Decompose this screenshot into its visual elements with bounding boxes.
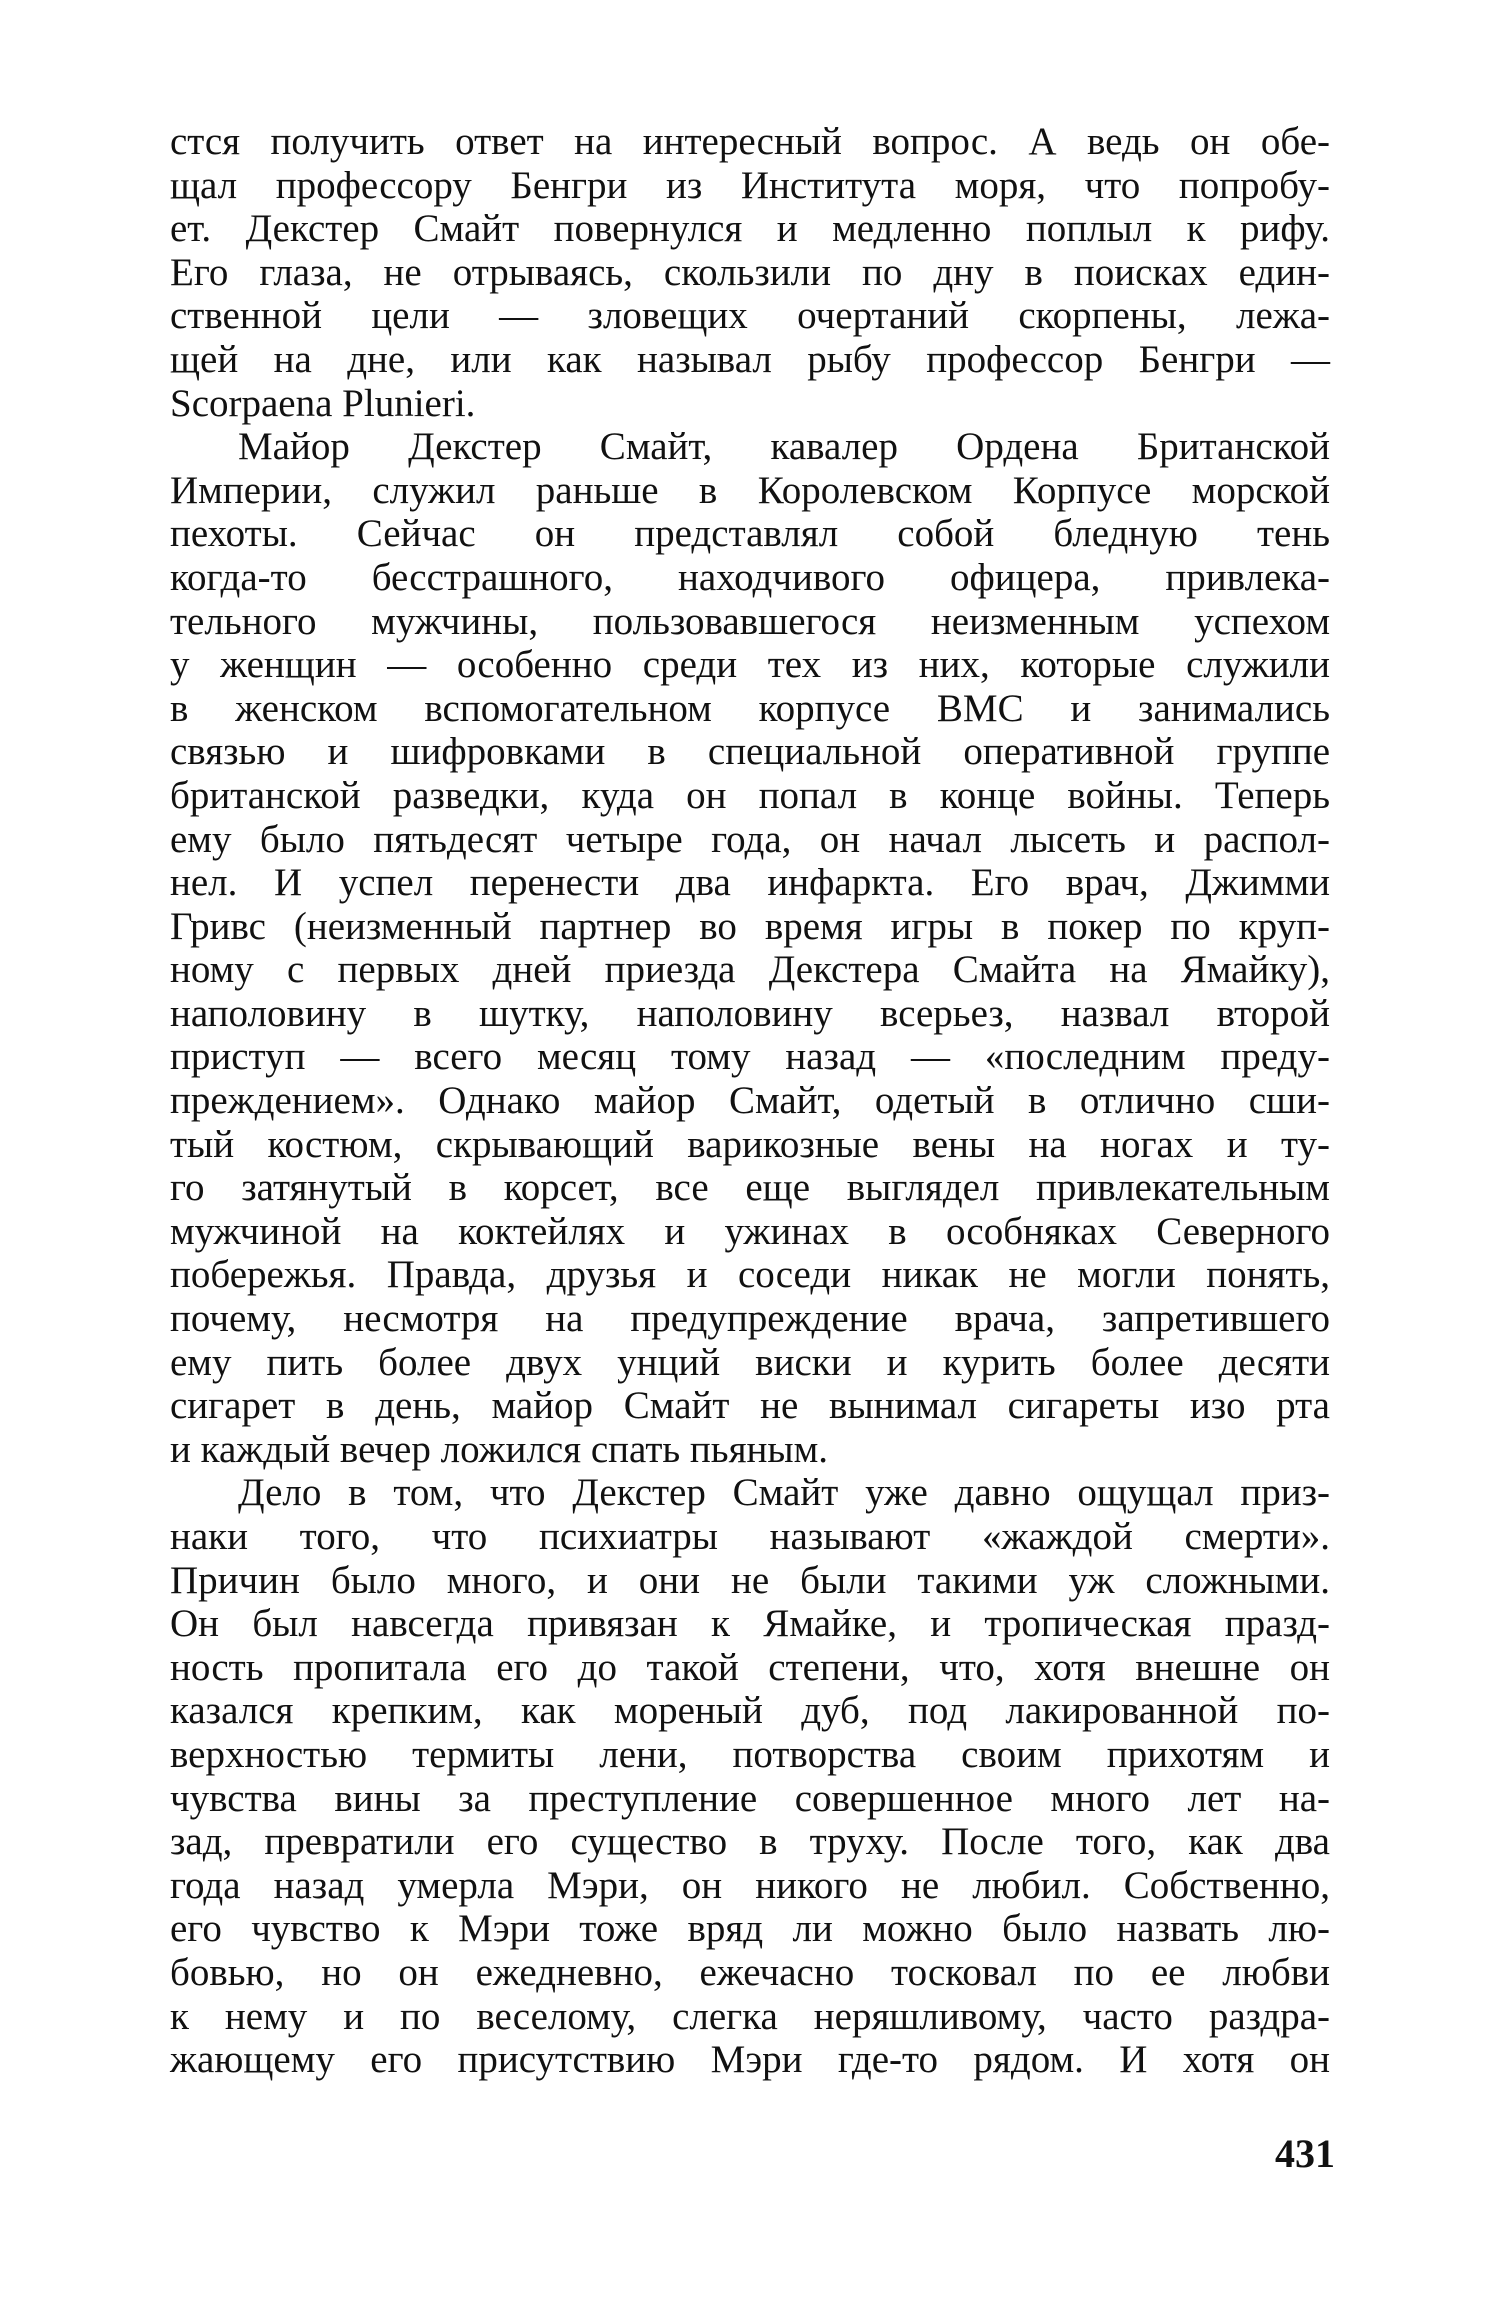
text-line: наки того, что психиатры называют «жаждой смерти». [170,1515,1330,1558]
text-line: и каждый вечер ложился спать пьяным. [170,1427,829,1471]
text-line: преждением». Однако майор Смайт, одетый в отлично сши- [170,1079,1330,1123]
text-line: жающему его присутствию Мэри где-то рядом. И хотя он [170,2038,1330,2082]
text-line: сигарет в день, майор Смайт не вынимал сигареты изо рта [170,1384,1330,1428]
text-line: почему, несмотря на предупреждение врача, запретившего [170,1297,1330,1341]
text-line: наполовину в шутку, наполовину всерьез, назвал второй [170,991,1330,1035]
text-line: ственной цели — зловещих очертаний скорпены, лежа- [170,294,1330,338]
text-line: щей на дне, или как называл рыбу профессор Бенгри — [170,337,1330,381]
text-line: Он был навсегда привязан к Ямайке, и тропическая празд- [170,1602,1330,1646]
text-line: казался крепким, как мореный дуб, под лакированной по- [170,1689,1330,1733]
text-line: мужчиной на коктейлях и ужинах в особняках Северного [170,1209,1330,1253]
text-line: го затянутый в корсет, все еще выглядел привлекательным [170,1166,1330,1210]
text-line: побережья. Правда, друзья и соседи никак не могли понять, [170,1253,1330,1297]
text-line: стся получить ответ на интересный вопрос. А ведь он обе- [170,120,1330,163]
text-line: пехоты. Сейчас он представлял собой бледную тень [170,512,1330,556]
text-line: в женском вспомогательном корпусе ВМС и занимались [170,686,1330,730]
text-line: приступ — всего месяц тому назад — «последним преду- [170,1035,1330,1079]
text-line: ему пить более двух унций виски и курить более десяти [170,1340,1330,1384]
text-line: Дело в том, что Декстер Смайт уже давно ощущал приз- [238,1471,1330,1515]
text-line: Империи, служил раньше в Королевском Корпусе морской [170,468,1330,512]
text-line: его чувство к Мэри тоже вряд ли можно было назвать лю- [170,1907,1330,1951]
text-line: ему было пятьдесят четыре года, он начал лысеть и распол- [170,817,1330,861]
text-line: бовью, но он ежедневно, ежечасно тосковал по ее любви [170,1950,1330,1994]
page-number: 431 [1275,2131,1335,2176]
text-line: Scorpaena Plunieri. [170,381,476,425]
text-line: щал профессору Бенгри из Института моря, что попробу- [170,163,1330,207]
text-line: чувства вины за преступление совершенное много лет на- [170,1776,1330,1820]
text-line: верхностью термиты лени, потворства своим прихотям и [170,1732,1330,1776]
text-line: когда-то бесстрашного, находчивого офицера, привлека- [170,555,1330,599]
text-line: Майор Декстер Смайт, кавалер Ордена Британской [238,425,1330,469]
text-line: связью и шифровками в специальной оперативной группе [170,730,1330,774]
text-line: Причин было много, и они не были такими уж сложными. [170,1558,1330,1602]
text-line: британской разведки, куда он попал в конце войны. Теперь [170,773,1330,817]
text-line: ному с первых дней приезда Декстера Смайта на Ямайку), [170,948,1330,992]
text-line: ность пропитала его до такой степени, что, хотя внешне он [170,1645,1330,1689]
text-line: зад, превратили его существо в труху. После того, как два [170,1820,1330,1864]
body-text [170,120,1330,2082]
text-line: года назад умерла Мэри, он никого не любил. Собственно, [170,1863,1330,1907]
text-line: Гривс (неизменный партнер во время игры в покер по круп- [170,904,1330,948]
text-line: у женщин — особенно среди тех из них, которые служили [170,643,1330,687]
text-line: тый костюм, скрывающий варикозные вены на ногах и ту- [170,1122,1330,1166]
text-line: ет. Декстер Смайт повернулся и медленно поплыл к рифу. [170,207,1330,251]
text-line: нел. И успел перенести два инфаркта. Его врач, Джимми [170,861,1330,905]
text-line: Его глаза, не отрываясь, скользили по дну в поисках един- [170,250,1330,294]
text-line: тельного мужчины, пользовавшегося неизменным успехом [170,599,1330,643]
text-line: к нему и по веселому, слегка неряшливому, часто раздра- [170,1994,1330,2038]
